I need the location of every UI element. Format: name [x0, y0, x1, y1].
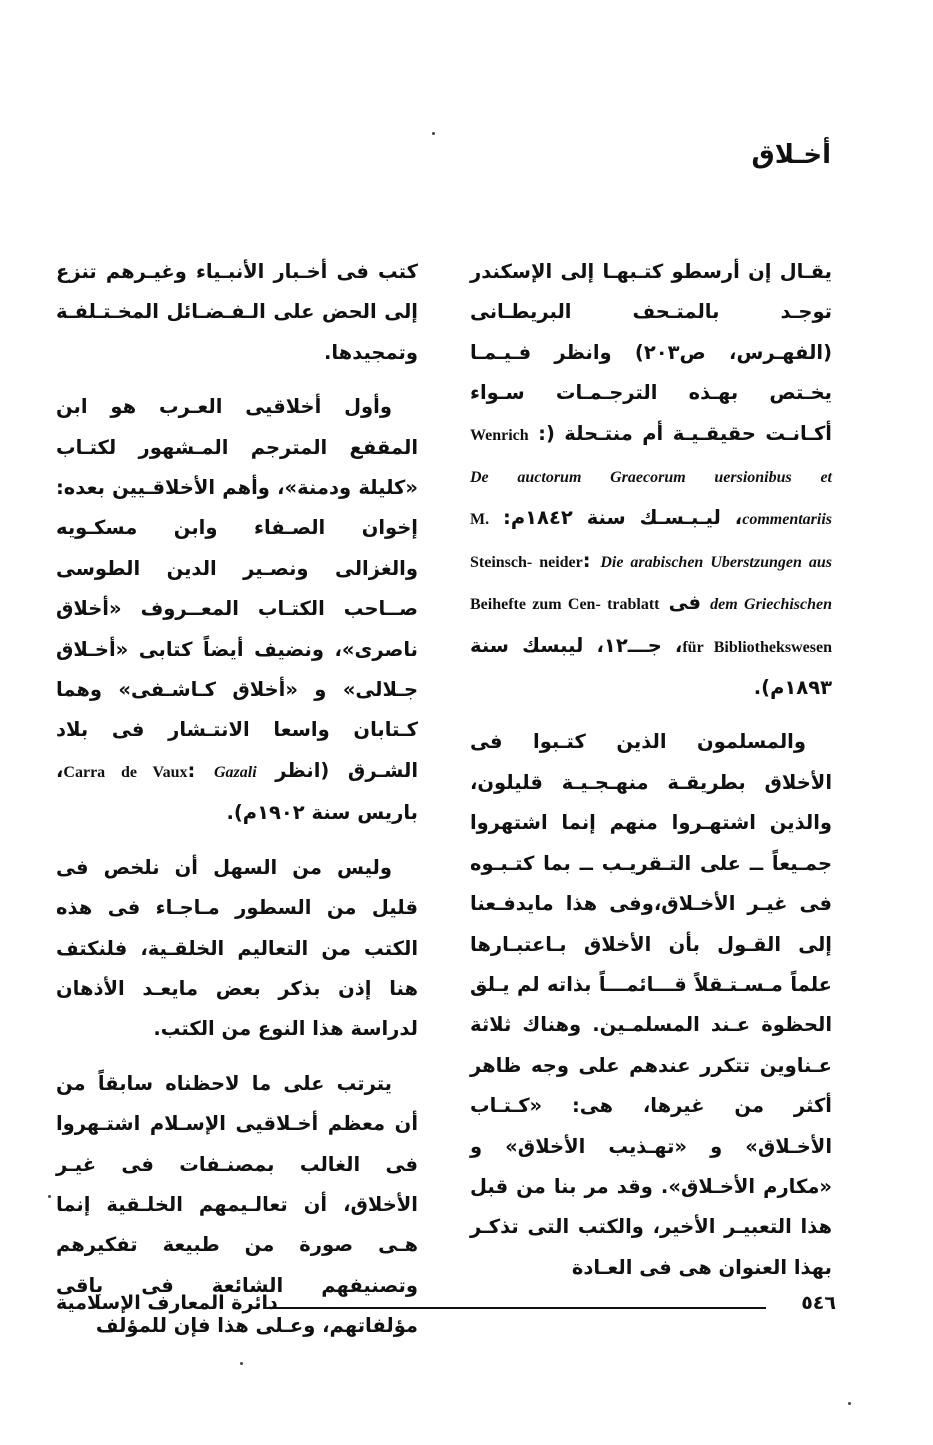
left-column: [56, 252, 418, 1361]
scan-speck: [848, 1402, 851, 1405]
scan-speck: [48, 1195, 51, 1198]
text-run: ، باريس سنة ١٩٠٢م).: [56, 758, 418, 825]
text-run: ، جـــ١٢، ليبسك سنة ١٨٩٣م).: [470, 633, 832, 700]
latin-citation: Gazali: [213, 763, 257, 781]
paragraph: وليس من السهل أن نلخص فى قليل من السطور مـاجـاء فى هذه الكتب من التعاليم الخلقـية، فلنكتف هنا إذن بذكر بعض مايعـد الأذهان لدراسة هذا النوع من الكتب.: [56, 855, 418, 1041]
footer-title: دائرة المعارف الإسلامية: [56, 1292, 278, 1314]
latin-citation: Carra de Vaux: [63, 763, 188, 781]
page-footer: [56, 1292, 836, 1322]
text-run: وأول أخلاقيى العـرب هو ابن المقفع المترجم المـشهور لكتـاب «كليلة ودمنة»، وأهم الأخلاقـيين بعده: إخوان الصـفاء وابن مسكـويه والغزالى ونصـير الدين الطوسى صــاحب الكتـاب المعــروف «أخلاق ناصرى»، ونضيف أيضاً كتابى «أخـلاق جـلالى» و «أخلاق كـاشـفى» وهما كـتابان واسعا الانتـشار فى بلاد الشـرق (انظر: [56, 395, 419, 782]
text-run: ، ليـبـسـك سنة ١٨٤٢م:: [489, 506, 743, 530]
text-run: فى: [659, 591, 711, 615]
page-number: ٥٤٦: [801, 1292, 836, 1314]
text-run: يقـال إن أرسطو كتـبهـا إلى الإسكندر توجـد بالمتـحف البريطـانى (الفهـرس، ص٢٠٣) وانظر فـيـمـا يخـتص بهـذه الترجـمـات سـواء أكـانـت حقيقـيـة أم منتـحلة (: [470, 260, 832, 445]
text-run: :: [582, 548, 601, 572]
text-run: :: [528, 421, 546, 445]
latin-citation: De auctorum Graecorum uersionibus et commentariis: [470, 469, 832, 529]
right-column: [470, 252, 832, 1302]
latin-citation: Wenrich: [470, 426, 529, 444]
scan-speck: [432, 132, 435, 135]
paragraph: [470, 252, 832, 708]
latin-citation: M. Steinsch- neider: [470, 511, 583, 571]
text-run: :: [187, 758, 214, 782]
latin-citation: Beihefte zum Cen- trablatt für Bibliothekswesen: [470, 596, 832, 656]
running-head: أخـلاق: [751, 140, 831, 170]
paragraph: [56, 387, 418, 833]
latin-citation: Die arabischen Uberstzungen aus dem Griechischen: [600, 553, 833, 614]
paragraph: يترتب على ما لاحظناه سابقاً من أن معظم أخـلاقيى الإسـلام اشتـهروا فى الغالب بمصنـفات فى غيـر الأخلاق، أن تعالـيمهم الخلـقية إنما هـى صورة من طبيعة تفكيرهم وتصنيفهم الشائعة فى باقى مؤلفاتهم، وعـلى هذا فإن للمؤلف: [56, 1071, 418, 1338]
paragraph: والمسلمون الذين كتـبوا فى الأخلاق بطريقـة منهـجـيـة قليلون، والذين اشتهـروا منهم إنما اشتهروا جمـيعاً ــ على التـقريـب ــ بما كتـبـوه فى غيـر الأخـلاق،وفى هذا مايدفـعنا إلى القـول بأن الأخلاق بـاعتبـارها علماً مـسـتـقلاً قـــائمـــاً بذاته لم يـلق الحظوة عـند المسلمـين. وهناك ثلاثة عـناوين تتكرر عندهم على وجه ظاهر أكثر من غيرها، هى: «كـتـاب الأخـلاق» و «تهـذيب الأخلاق» و «مكارم الأخـلاق». وقد مر بنا من قبل هذا التعبيـر الأخير، والكتب التى تذكـر بهذا العنوان هى فى العـادة: [470, 730, 832, 1279]
scan-speck: [240, 1362, 243, 1365]
footer-rule: [264, 1307, 766, 1309]
paragraph: كتب فى أخـبار الأنبـياء وغيـرهم تنزع إلى الحض على الـفـضـائل المخـتـلفـة وتمجيدها.: [56, 260, 418, 364]
